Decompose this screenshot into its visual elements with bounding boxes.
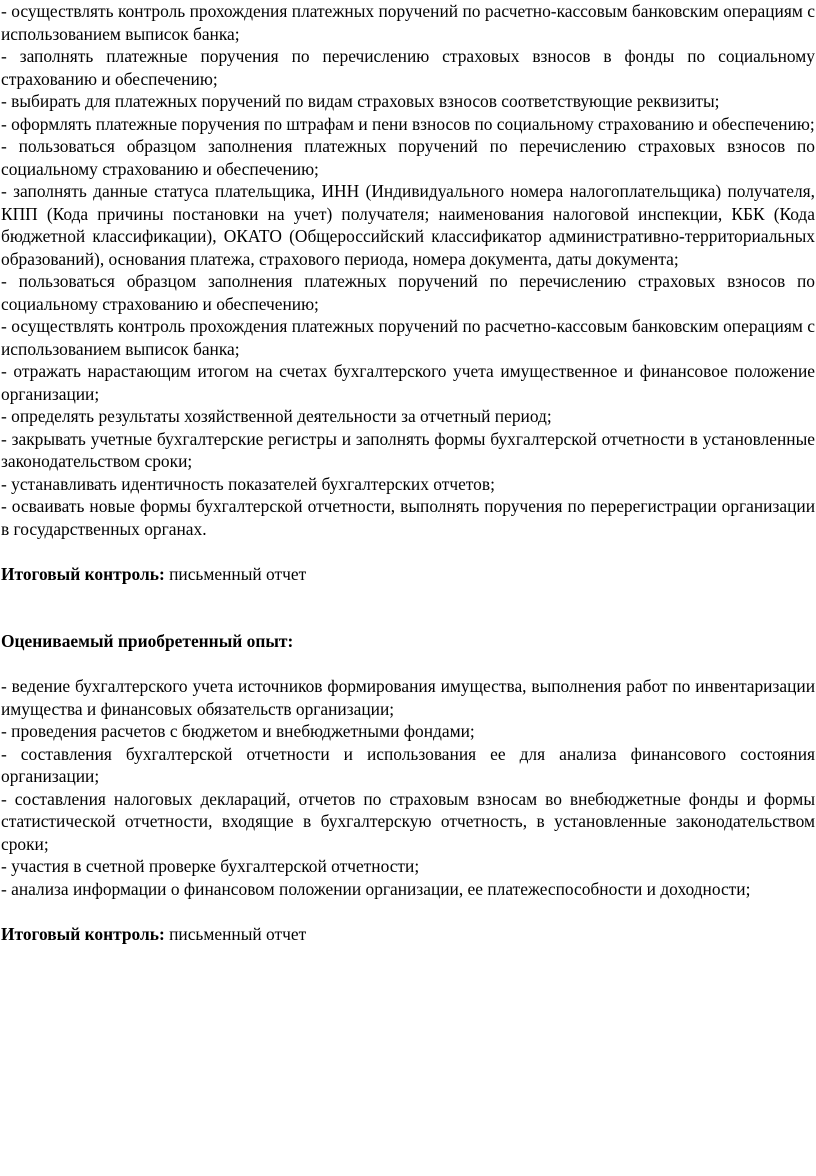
- blank-line: [1, 540, 815, 563]
- list-item: - определять результаты хозяйственной деятельности за отчетный период;: [1, 406, 552, 426]
- final-control-label: Итоговый контроль:: [1, 563, 165, 584]
- skills-list: [1, 0, 815, 540]
- blank-line: [1, 585, 815, 630]
- list-item: - анализа информации о финансовом положении организации, ее платежеспособности и доходности;: [1, 878, 751, 899]
- list-item: - проведения расчетов с бюджетом и внебюджетными фондами;: [1, 721, 475, 741]
- list-item: - осуществлять контроль прохождения платежных поручений по расчетно-кассовым банковским операциям с использованием выписок банка;: [1, 1, 815, 44]
- list-item: - отражать нарастающим итогом на счетах бухгалтерского учета имущественное и финансовое положение организации;: [1, 361, 815, 404]
- final-control-label: Итоговый контроль:: [1, 923, 165, 944]
- final-control-value: письменный отчет: [164, 923, 307, 944]
- blank-line: [1, 900, 815, 923]
- list-item: - заполнять платежные поручения по перечислению страховых взносов в фонды по социальному страхованию и обеспечению;: [1, 46, 815, 89]
- list-item: - устанавливать идентичность показателей бухгалтерских отчетов;: [1, 473, 495, 494]
- blank-line: [1, 653, 815, 676]
- list-item: - выбирать для платежных поручений по видам страховых взносов соответствующие реквизиты;: [1, 91, 720, 111]
- final-control-2: [1, 923, 815, 946]
- list-item: - ведение бухгалтерского учета источников формирования имущества, выполнения работ по инвентаризации имущества и финансовых обязательств организации;: [1, 676, 815, 719]
- list-item: - составления бухгалтерской отчетности и использования ее для анализа финансового состояния организации;: [1, 743, 815, 786]
- list-item: - пользоваться образцом заполнения платежных поручений по перечислению страховых взносов по социальному страхованию и обеспечению;: [1, 271, 815, 314]
- list-item: - заполнять данные статуса плательщика, ИНН (Индивидуального номера налогоплательщика) получателя, КПП (Кода причины постановки на учет) получателя; наименования налоговой инспекции, КБК (Кода бюджетной классификации), ОКАТО (Общероссийский классификатор административно-территориальных образований), основания платежа, страхового периода, номера документа, даты документа;: [1, 181, 815, 269]
- list-item: - пользоваться образцом заполнения платежных поручений по перечислению страховых взносов по социальному страхованию и обеспечению;: [1, 136, 815, 179]
- list-item: - осуществлять контроль прохождения платежных поручений по расчетно-кассовым банковским операциям с использованием выписок банка;: [1, 316, 815, 359]
- list-item: - закрывать учетные бухгалтерские регистры и заполнять формы бухгалтерской отчетности в установленные законодательством сроки;: [1, 428, 815, 471]
- final-control-value: письменный отчет: [164, 563, 307, 584]
- list-item: - участия в счетной проверке бухгалтерской отчетности;: [1, 856, 420, 876]
- experience-heading: Оцениваемый приобретенный опыт:: [1, 631, 294, 651]
- list-item: - составления налоговых деклараций, отчетов по страховым взносам во внебюджетные фонды и формы статистической отчетности, входящие в бухгалтерскую отчетность, в установленные законодательством сроки;: [1, 788, 815, 854]
- list-item: - оформлять платежные поручения по штрафам и пени взносов по социальному страхованию и обеспечению;: [1, 113, 815, 134]
- list-item: - осваивать новые формы бухгалтерской отчетности, выполнять поручения по перерегистрации организации в государственных органах.: [1, 496, 815, 539]
- experience-list: [1, 675, 815, 900]
- final-control-1: [1, 563, 815, 586]
